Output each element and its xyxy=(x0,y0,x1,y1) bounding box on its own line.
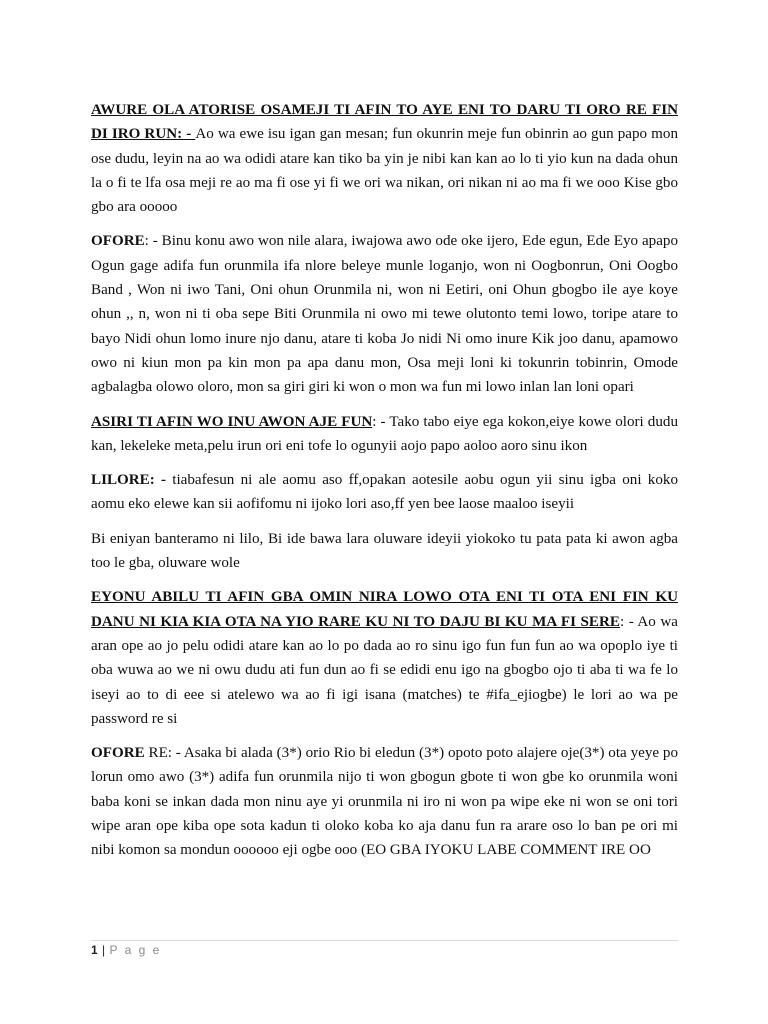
heading-awure: AWURE OLA ATORISE OSAMEJI TI AFIN TO AYE ENI TO DARU TI ORO RE FIN DI IRO RUN: - xyxy=(91,102,678,143)
text-ofore-2: RE: - Asaka bi alada (3*) orio Rio bi eledun (3*) opoto poto alajere oje(3*) ota yeye po lorun omo awo (3*) adifa fun orunmila nijo ti won gbogun gbote ti won gbe ko orunmila woni baba koni se inkan dada mon ninu aye yi orunmila ni iro ni won pa wipe eke ni won se oni tori wipe aran ope kiba ope sota kadun ti oloko koba ko aja danu fun ra arare oso lo ban pe ori mi nibi komon sa mondun oooooo eji ogbe ooo (EO GBA IYOKU LABE COMMENT IRE OO xyxy=(91,745,678,859)
text-eyonu: : - Ao wa aran ope ao jo pelu odidi atare kan ao lo po dada ao ro sinu igo fun fun fun ao wa opoplo iye ti oba wuwa ao we ni owu dudu ati fun dun ao fi se edidi enu igo na gbogbo ojo ti aba ti wa fe lo iseyi ao to di eee si atelewo wa ao fi igi isana (matches) te #ifa_ejiogbe) le lori ao wa pe password re si xyxy=(91,613,678,727)
footer-separator: | xyxy=(98,943,110,957)
paragraph-bi-eniyan xyxy=(91,527,678,576)
paragraph-asiri xyxy=(91,410,678,459)
paragraph-ofore-2 xyxy=(91,741,678,862)
paragraph-ofore-1 xyxy=(91,229,678,399)
paragraph-eyonu xyxy=(91,585,678,731)
text-ofore-1: : - Binu konu awo won nile alara, iwajowa awo ode oke ijero, Ede egun, Ede Eyo apapo Ogun gage adifa fun orunmila ifa nlore beleye munle loganjo, won ni Oogbonrun, Oni Oogbo Band , Won ni iwo Tani, Oni ohun Orunmila ni, won ni Eetiri, oni Ohun gbogbo ile aye koye ohun ,, n, won ni ti oba sepe Biti Orunmila ni owo mi tewe olutonto temi lowo, toripe atare to bayo Nidi ohun lomo inure njo danu, atare ti koba Jo nidi Ni omo inure Kik joo danu, apamowo owo ni kiun mon pa kin mon pa apa danu mon, Osa meji loni ki tokunrin tobinrin, Omode agbalagba olowo oloro, mon sa giri giri ki won o mon wa fun mi lowo inlan lan loni opari xyxy=(91,233,678,396)
heading-ofore-1: OFORE xyxy=(91,233,145,250)
document-body xyxy=(91,98,678,873)
heading-ofore-2: OFORE xyxy=(91,745,145,762)
footer-divider xyxy=(91,940,678,941)
text-awure: Ao wa ewe isu igan gan mesan; fun okunrin meje fun obinrin ao gun papo mon ose dudu, leyin na ao wa odidi atare kan tiko ba yin je nibi kan kan ao lo ti yio kun na dada ohun la o fi te lfa osa meji re ao ma fi ose yi fi we ori wa nikan, ori nikan ni ao ma fi we ooo Kise gbo gbo ara ooooo xyxy=(91,126,678,216)
heading-eyonu: EYONU ABILU TI AFIN GBA OMIN NIRA LOWO OTA ENI TI OTA ENI FIN KU DANU NI KIA KIA OTA NA YIO RARE KU NI TO DAJU BI KU MA FI SERE xyxy=(91,589,678,630)
text-asiri: : - Tako tabo eiye ega kokon,eiye kowe olori dudu kan, lekeleke meta,pelu irun ori eni tofe lo ogunyii aojo papo aoloo aoro sinu ikon xyxy=(91,413,678,454)
text-bi-eniyan: Bi eniyan banteramo ni lilo, Bi ide bawa lara oluware ideyii yiokoko tu pata pata ki awon agba too le gba, oluware wole xyxy=(91,530,678,572)
heading-lilore: LILORE: - xyxy=(91,472,167,489)
page-label: P a g e xyxy=(109,943,162,957)
page-number: 1 xyxy=(91,943,99,957)
paragraph-awure xyxy=(91,98,678,219)
page-footer xyxy=(91,943,161,957)
text-lilore: tiabafesun ni ale aomu aso ff,opakan aotesile aobu ogun yii sinu igba oni koko aomu eko elewe kan sii aofifomu ni ijoko lori aso,ff yen bee laose maaloo iseyii xyxy=(91,472,678,513)
heading-asiri: ASIRI TI AFIN WO INU AWON AJE FUN xyxy=(91,413,373,430)
paragraph-lilore xyxy=(91,468,678,517)
